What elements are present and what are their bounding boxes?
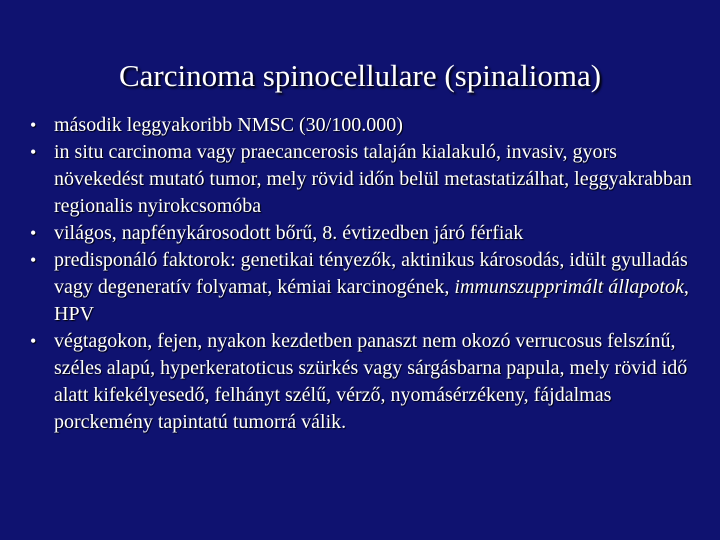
bullet-text: világos, napfénykárosodott bőrű, 8. évtizedben járó férfiak xyxy=(54,222,524,244)
bullet-icon: • xyxy=(30,142,37,162)
bullet-item xyxy=(30,247,710,328)
bullet-list xyxy=(30,112,710,436)
bullet-text-tail: , HPV xyxy=(54,276,689,325)
bullet-icon: • xyxy=(30,250,37,270)
bullet-item xyxy=(30,220,710,247)
bullet-text: második leggyakoribb NMSC (30/100.000) xyxy=(54,114,403,136)
bullet-icon: • xyxy=(30,115,37,135)
bullet-icon: • xyxy=(30,223,37,243)
bullet-text-italic: immunszupprimált állapotok xyxy=(454,276,684,298)
bullet-item xyxy=(30,112,710,139)
bullet-text: predisponáló faktorok: genetikai tényezők, aktinikus károsodás, idült gyulladás vagy degeneratív folyamat, kémiai karcinogének, xyxy=(54,249,688,298)
bullet-text: végtagokon, fejen, nyakon kezdetben panaszt nem okozó verrucosus felszínű, széles alapú, hyperkeratoticus szürkés vagy sárgásbarna papula, mely rövid idő alatt kifekélyesedő, felhányt szélű, vérző, nyomásérzékeny, fájdalmas porckemény tapintatú tumorrá válik. xyxy=(54,330,688,433)
bullet-text: in situ carcinoma vagy praecancerosis talaján kialakuló, invasiv, gyors növekedést mutató tumor, mely rövid időn belül metastatizálhat, leggyakrabban regionalis nyirokcsomóba xyxy=(54,141,692,217)
bullet-item xyxy=(30,139,710,220)
slide-title: Carcinoma spinocellulare (spinalioma) xyxy=(118,58,602,93)
bullet-icon: • xyxy=(30,331,37,351)
bullet-item xyxy=(30,328,710,436)
